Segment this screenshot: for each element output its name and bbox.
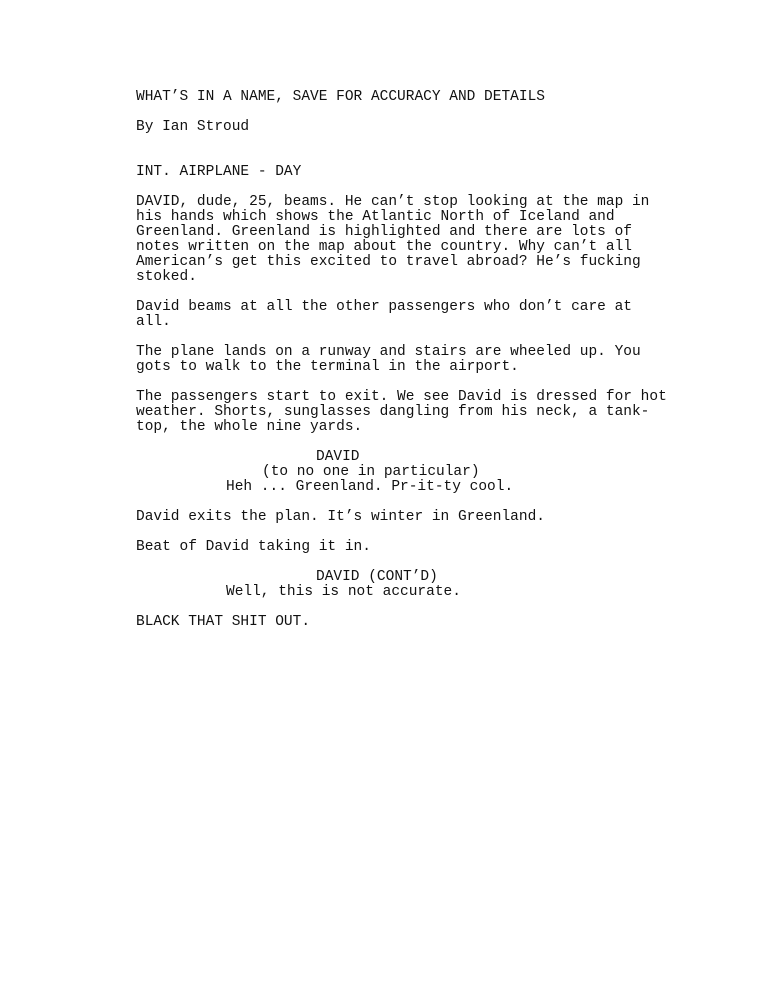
action-paragraph-6: Beat of David taking it in. xyxy=(136,539,371,555)
action-line: The passengers start to exit. We see David is dressed for hot xyxy=(136,389,667,405)
dialogue-line: Well, this is not accurate. xyxy=(226,584,461,600)
action-line: notes written on the map about the country. Why can’t all xyxy=(136,239,632,255)
author-byline: By Ian Stroud xyxy=(136,119,250,135)
action-line: all. xyxy=(136,314,171,330)
action-line: American’s get this excited to travel abroad? He’s fucking xyxy=(136,254,641,270)
action-paragraph-5: David exits the plan. It’s winter in Greenland. xyxy=(136,509,545,525)
action-line: David beams at all the other passengers who don’t care at xyxy=(136,299,632,315)
action-line: his hands which shows the Atlantic North of Iceland and xyxy=(136,209,615,225)
transition-line: BLACK THAT SHIT OUT. xyxy=(136,614,311,630)
action-line: gots to walk to the terminal in the airport. xyxy=(136,359,519,375)
parenthetical: (to no one in particular) xyxy=(262,464,480,480)
action-line: top, the whole nine yards. xyxy=(136,419,363,435)
scene-heading: INT. AIRPLANE - DAY xyxy=(136,164,302,180)
action-line: stoked. xyxy=(136,269,197,285)
action-line: DAVID, dude, 25, beams. He can’t stop looking at the map in xyxy=(136,194,650,210)
script-title: WHAT’S IN A NAME, SAVE FOR ACCURACY AND DETAILS xyxy=(136,89,545,105)
action-line: Greenland. Greenland is highlighted and there are lots of xyxy=(136,224,632,240)
action-line: weather. Shorts, sunglasses dangling from his neck, a tank- xyxy=(136,404,650,420)
dialogue-line: Heh ... Greenland. Pr-it-ty cool. xyxy=(226,479,514,495)
character-name: DAVID xyxy=(316,449,360,465)
character-name: DAVID (CONT’D) xyxy=(316,569,438,585)
action-line: The plane lands on a runway and stairs are wheeled up. You xyxy=(136,344,641,360)
